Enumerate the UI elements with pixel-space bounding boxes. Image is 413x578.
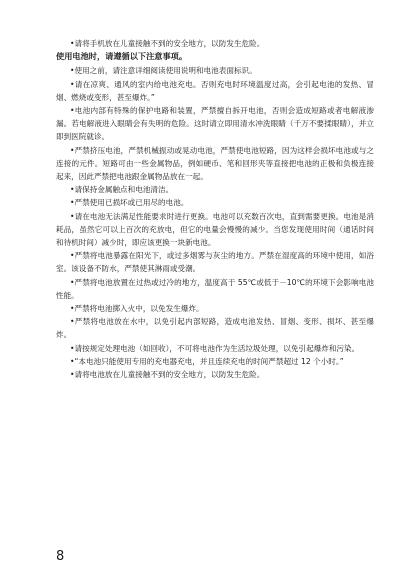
paragraph-replace-battery: •请在电池无法满足性能要求时进行更换。电池可以充数百次电，直到需要更换。电池是消耗品，虽然它可以上百次的充放电，但它的电量会慢慢的减少。当您发现使用时间（通话时间和待机时间）减少时，即应该更换一块新电池。 <box>56 211 374 248</box>
page-number: 8 <box>56 549 65 564</box>
paragraph-keep-contacts-clean: •请保持金属触点和电池清洁。 <box>70 185 174 195</box>
paragraph-charging-environment: •请在凉爽、通风的室内给电池充电。否则充电时环境温度过高，会引起电池的发热、冒烟、燃烧或变形，甚至爆炸。” <box>56 79 374 102</box>
paragraph-do-not-disassemble: •电池内部有特殊的保护电路和装置，严禁擅自拆开电池，否则会造成短路或者电解液渗漏。若电解液进入眼睛会有失明的危险。这时请立即用清水冲洗眼睛（千万不要揉眼睛），并立即到医院就诊。 <box>56 106 374 142</box>
paragraph-usage-instructions: •使用之前，请注意详细阅读使用说明和电池表面标识。 <box>70 66 257 76</box>
paragraph-keep-from-children: •请将电池放在儿童接触不到的安全地方，以防发生危险。 <box>70 370 265 380</box>
page-content <box>56 37 374 381</box>
paragraph-dedicated-charger: •“本电池只能使用专用的充电器充电，并且连续充电的时间严禁超过 12 个小时。” <box>70 356 344 366</box>
paragraph-no-fire: •严禁将电池掷入火中，以免发生爆炸。 <box>70 304 204 314</box>
paragraph-no-water: •严禁将电池放在水中，以免引起内部短路，造成电池发热、冒烟、变形、损坏、甚至爆炸。 <box>56 317 374 340</box>
paragraph-no-sunlight-humidity: •严禁将电池暴露在阳光下，或过多烟雾与灰尘的地方。严禁在湿度高的环境中使用，如浴室。该设备不防水，严禁使其淋雨或受潮。 <box>56 251 374 274</box>
paragraph-disposal: •请按规定处理电池（如回收），不可将电池作为生活垃圾处理，以免引起爆炸和污染。 <box>70 343 360 353</box>
paragraph-no-damaged-battery: •严禁使用已损坏或已用尽的电池。 <box>70 198 189 208</box>
battery-precautions-section <box>56 50 374 381</box>
paragraph-temperature-limits: •严禁将电池放置在过热或过冷的地方，温度高于 55℃或低于－10℃的环境下会影响电池性能。 <box>56 277 374 300</box>
paragraph-no-crush-or-short: •严禁挤压电池，严禁机械振动或晃动电池，严禁使电池短路，因为这样会损坏电池或与之连接的元件。短路可由一些金属物品，例如硬币、笔和回形夹等直接把电池的正极和负极连接起来，因此严禁把电池跟金属物品放在一起。 <box>56 145 374 182</box>
top-warning: •请将手机放在儿童接触不到的安全地方，以防发生危险。 <box>70 39 265 48</box>
section-heading: 使用电池时，请遵循以下注意事项。 <box>56 51 188 62</box>
